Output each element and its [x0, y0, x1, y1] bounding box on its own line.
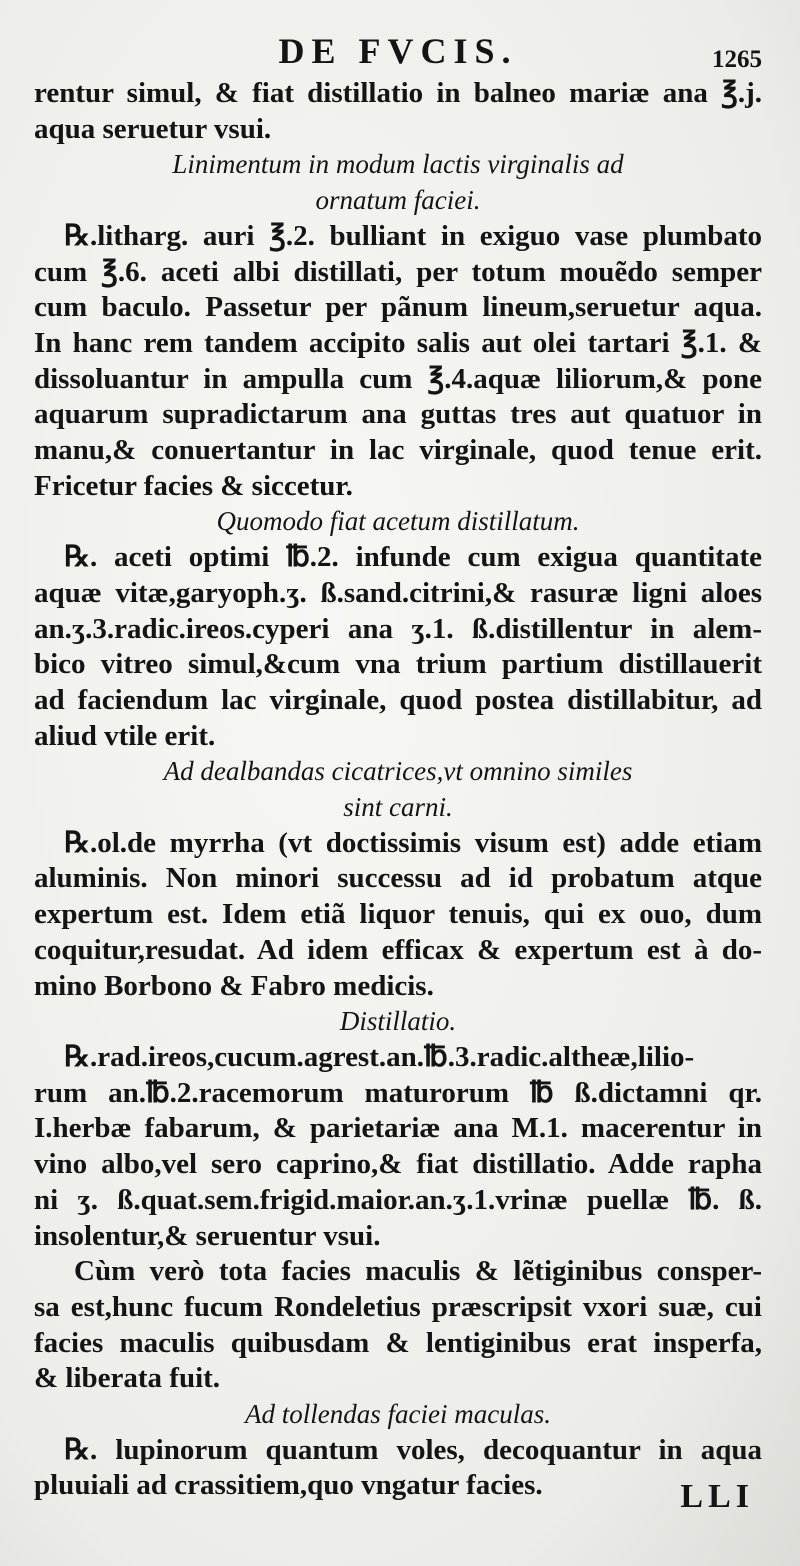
- text-line: rentur simul, & fiat distillatio in balneo mariæ ana ℥.j.: [34, 77, 762, 109]
- page-header: [34, 20, 762, 76]
- heading-line: Ad dealbandas cicatrices,vt omnino similes: [163, 756, 633, 787]
- paragraph: [34, 76, 762, 147]
- text-line: cum baculo. Passetur per pãnum lineum,seruetur aqua.: [34, 291, 762, 324]
- paragraph: [34, 1433, 762, 1504]
- section-heading: [34, 1397, 762, 1433]
- text-line: ℞. aceti optimi ℔.2. infunde cum exigua quantitate: [64, 541, 762, 574]
- heading-line: Distillatio.: [339, 1006, 457, 1037]
- section-heading: [34, 504, 762, 540]
- text-line: aqua seruetur vsui.: [34, 112, 272, 145]
- text-line: bico vitreo simul,&cum vna trium partium distillauerit: [34, 648, 762, 681]
- text-line: & liberata fuit.: [34, 1362, 221, 1395]
- text-line: ℞.litharg. auri ℥.2. bulliant in exiguo vase plumbato: [64, 219, 762, 252]
- text-line: dissoluantur in ampulla cum ℥.4.aquæ liliorum,& pone: [34, 362, 762, 395]
- text-line: aluminis. Non minori successu ad id probatum atque: [34, 862, 762, 895]
- text-line: manu,& conuertantur in lac virginale, quod tenue erit.: [34, 434, 762, 467]
- text-line: Cùm verò tota facies maculis & lẽtiginibus consper-: [74, 1255, 762, 1288]
- text-line: an.ʒ.3.radic.ireos.cyperi ana ʒ.1. ß.distillentur in alem-: [34, 612, 762, 645]
- text-line: rum an.℔.2.racemorum maturorum ℔ ß.dictamni qr.: [34, 1076, 762, 1109]
- paragraph: [34, 826, 762, 1005]
- text-line: facies maculis quibusdam & lentiginibus erat insperfa,: [34, 1326, 762, 1359]
- text-line: ni ʒ. ß.quat.sem.frigid.maior.an.ʒ.1.vrinæ puellæ ℔. ß.: [34, 1183, 762, 1216]
- text-line: ℞.rad.ireos,cucum.agrest.an.℔.3.radic.altheæ,lilio-: [64, 1040, 695, 1073]
- heading-line: Ad tollendas faciei maculas.: [245, 1399, 551, 1430]
- text-line: ℞. lupinorum quantum voles, decoquantur in aqua: [64, 1433, 762, 1466]
- paragraph: [34, 1254, 762, 1397]
- text-line: ℞.ol.de myrrha (vt doctissimis visum est) adde etiam: [64, 826, 762, 859]
- signature-mark: LLI: [680, 1478, 754, 1515]
- section-heading: [34, 754, 762, 825]
- text-line: insolentur,& seruentur vsui.: [34, 1219, 381, 1252]
- paragraph: [34, 540, 762, 754]
- text-line: I.herbæ fabarum, & parietariæ ana M.1. macerentur in: [34, 1112, 762, 1145]
- text-line: coquitur,resudat. Ad idem efficax & expertum est à do-: [34, 933, 762, 966]
- section-heading: [34, 147, 762, 218]
- text-line: aquarum supradictarum ana guttas tres aut quatuor in: [34, 398, 762, 431]
- heading-line: sint carni.: [343, 792, 453, 823]
- text-line: vino albo,vel sero caprino,& fiat distillatio. Adde rapha: [34, 1148, 762, 1181]
- text-line: aliud vtile erit.: [34, 719, 216, 752]
- text-line: pluuiali ad crassitiem,quo vngatur facies.: [34, 1469, 543, 1502]
- text-line: mino Borbono & Fabro medicis.: [34, 969, 434, 1002]
- paragraph: [34, 219, 762, 505]
- body-text: [34, 76, 762, 1504]
- section-heading: [34, 1004, 762, 1040]
- running-title: DE FVCIS.: [278, 31, 518, 71]
- paragraph: [34, 1040, 762, 1254]
- text-line: ad faciendum lac virginale, quod postea distillabitur, ad: [34, 683, 762, 716]
- text-line: aquæ vitæ,garyoph.ʒ. ß.sand.citrini,& rasuræ ligni aloes: [34, 576, 762, 609]
- text-line: sa est,hunc fucum Rondeletius præscripsit vxori suæ, cui: [34, 1290, 762, 1323]
- text-line: Fricetur facies & siccetur.: [34, 469, 353, 502]
- heading-line: Linimentum in modum lactis virginalis ad: [172, 149, 624, 180]
- page-number: 1265: [712, 46, 762, 73]
- text-line: In hanc rem tandem accipito salis aut olei tartari ℥.1. &: [34, 326, 762, 359]
- heading-line: Quomodo fiat acetum distillatum.: [216, 506, 580, 537]
- heading-line: ornatum faciei.: [315, 185, 481, 216]
- text-line: expertum est. Idem etiã liquor tenuis, qui ex ouo, dum: [34, 898, 762, 931]
- text-line: cum ℥.6. aceti albi distillati, per totum mouẽdo semper: [34, 255, 762, 288]
